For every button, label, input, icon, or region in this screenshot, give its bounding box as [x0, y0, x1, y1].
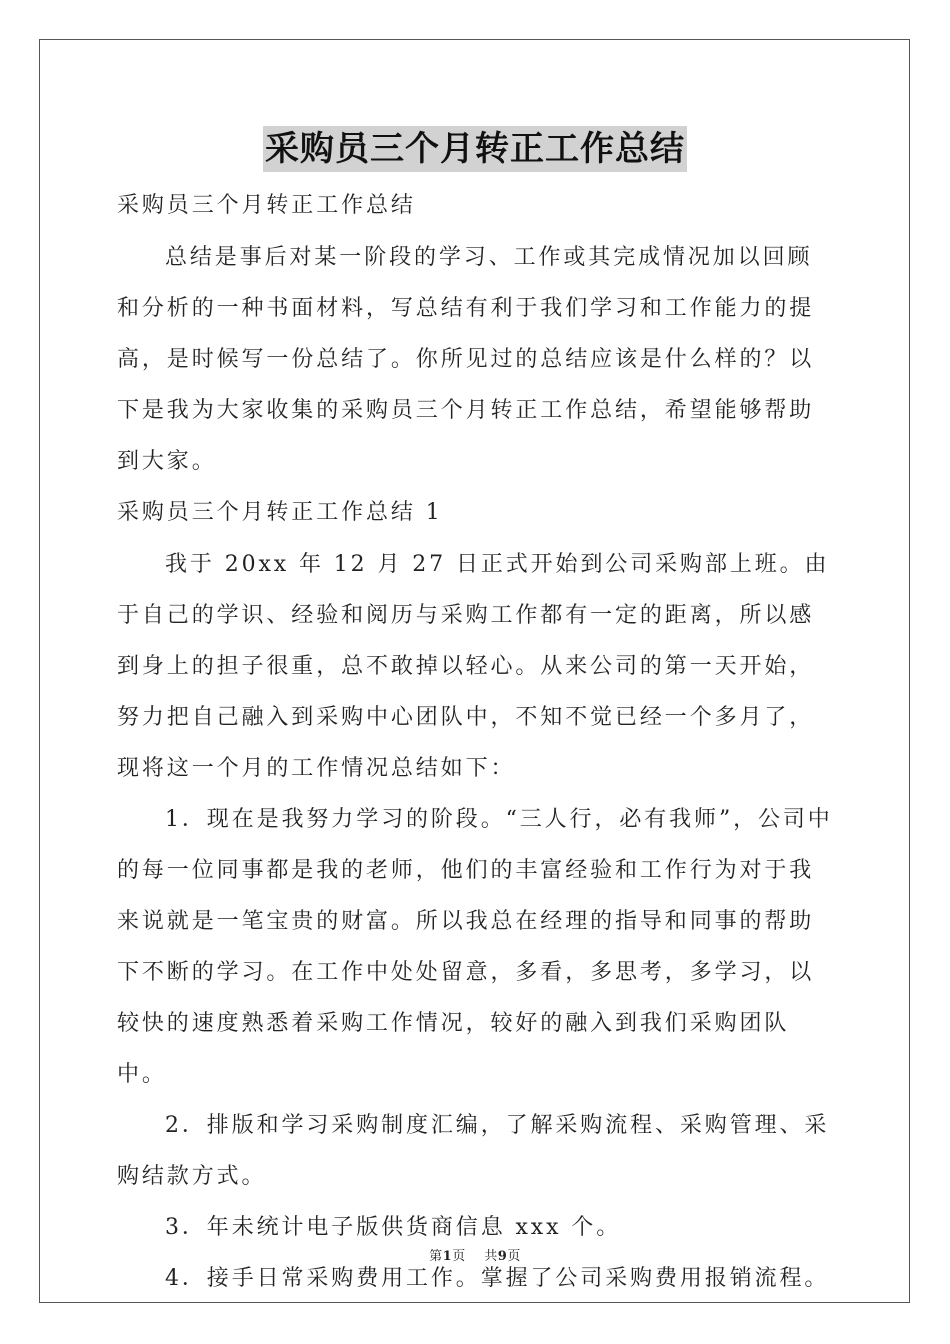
- section-heading: 采购员三个月转正工作总结 1: [117, 500, 443, 525]
- total-suffix: 页: [507, 1249, 521, 1264]
- page-total: 9: [497, 1249, 508, 1264]
- document-body: [117, 180, 833, 1304]
- list-item-3: 3．年未统计电子版供货商信息 xxx 个。: [165, 1215, 622, 1240]
- page-suffix: 页: [452, 1249, 466, 1264]
- total-prefix: 共: [484, 1249, 498, 1264]
- document-subtitle: 采购员三个月转正工作总结: [117, 193, 416, 218]
- list-item-1: 1．现在是我努力学习的阶段。“三人行，必有我师”，公司中的每一位同事都是我的老师，他们的丰富经验和工作行为对于我来说就是一笔宝贵的财富。所以我总在经理的指导和同事的帮助下不断的学习。在工作中处处留意，多看，多思考，多学习，以较快的速度熟悉着采购工作情况，较好的融入到我们采购团队中。: [117, 807, 833, 1087]
- list-item-2: 2．排版和学习采购制度汇编，了解采购流程、采购管理、采购结款方式。: [117, 1113, 830, 1189]
- page-current: 1: [442, 1249, 453, 1264]
- page-prefix: 第: [429, 1249, 443, 1264]
- title-block: [0, 126, 950, 172]
- list-item-4: 4．接手日常采购费用工作。掌握了公司采购费用报销流程。: [165, 1266, 830, 1291]
- body-paragraph: 我于 20xx 年 12 月 27 日正式开始到公司采购部上班。由于自己的学识、经验和阅历与采购工作都有一定的距离，所以感到身上的担子很重，总不敢掉以轻心。从来公司的第一天开始，努力把自己融入到采购中心团队中，不知不觉已经一个多月了，现将这一个月的工作情况总结如下：: [117, 552, 830, 781]
- document-title: 采购员三个月转正工作总结: [263, 126, 687, 172]
- page-footer: [0, 1245, 950, 1264]
- intro-paragraph: 总结是事后对某一阶段的学习、工作或其完成情况加以回顾和分析的一种书面材料，写总结有利于我们学习和工作能力的提高，是时候写一份总结了。你所见过的总结应该是什么样的？以下是我为大家收集的采购员三个月转正工作总结，希望能够帮助到大家。: [117, 245, 815, 474]
